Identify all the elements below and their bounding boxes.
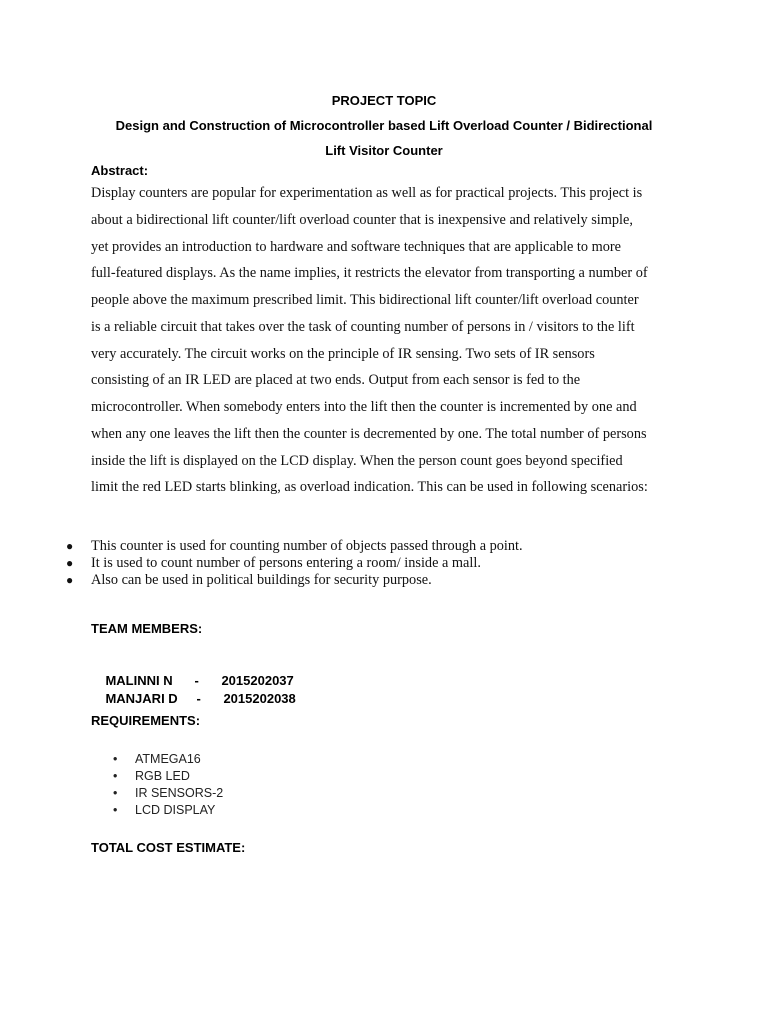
abstract-line: limit the red LED starts blinking, as overload indication. This can be used in following scenarios: xyxy=(91,479,648,496)
team-members-heading: TEAM MEMBERS: xyxy=(91,621,203,636)
bullet-icon: ● xyxy=(66,539,74,553)
member-id: 2015202037 xyxy=(221,673,294,688)
requirements-list xyxy=(113,751,223,819)
scenario-text: It is used to count number of persons entering a room/ inside a mall. xyxy=(91,555,481,571)
abstract-line: very accurately. The circuit works on the principle of IR sensing. Two sets of IR sensors xyxy=(91,345,595,362)
abstract-line: microcontroller. When somebody enters into the lift then the counter is incremented by one and xyxy=(91,399,637,415)
bullet-icon: ● xyxy=(66,556,74,570)
bullet-icon: ● xyxy=(66,573,74,587)
list-item xyxy=(113,785,223,802)
bullet-icon: • xyxy=(113,786,118,800)
project-topic-label: PROJECT TOPIC xyxy=(331,93,437,108)
abstract-line: yet provides an introduction to hardware and software techniques that are applicable to more xyxy=(91,238,621,255)
list-item xyxy=(66,555,523,572)
requirement-text: RGB LED xyxy=(135,769,190,783)
abstract-line: when any one leaves the lift then the counter is decremented by one. The total number of persons xyxy=(91,425,647,442)
list-item xyxy=(113,751,223,768)
abstract-line: is a reliable circuit that takes over the task of counting number of persons in / visitors to the lift xyxy=(91,318,635,335)
member-separator: - xyxy=(194,673,199,688)
bullet-icon: • xyxy=(113,803,118,817)
member-name: MANJARI D xyxy=(105,691,178,706)
scenarios-list xyxy=(66,538,523,589)
bullet-icon: • xyxy=(113,769,118,783)
member-name: MALINNI N xyxy=(105,673,173,688)
list-item xyxy=(66,572,523,589)
abstract-line: consisting of an IR LED are placed at two ends. Output from each sensor is fed to the xyxy=(91,372,581,389)
abstract-line: full-featured displays. As the name implies, it restricts the elevator from transporting a number of xyxy=(91,265,648,282)
list-item xyxy=(113,768,223,785)
abstract-line: Display counters are popular for experimentation as well as for practical projects. This project is xyxy=(91,185,643,201)
abstract-line: people above the maximum prescribed limit. This bidirectional lift counter/lift overload counter xyxy=(91,292,639,308)
requirement-text: ATMEGA16 xyxy=(135,752,201,766)
member-separator: - xyxy=(196,691,201,706)
total-cost-heading: TOTAL COST ESTIMATE: xyxy=(91,840,246,855)
requirements-heading: REQUIREMENTS: xyxy=(91,713,201,728)
project-title-line-1: Design and Construction of Microcontroller based Lift Overload Counter / Bidirectional xyxy=(115,118,653,133)
abstract-body xyxy=(91,180,686,501)
list-item xyxy=(113,802,223,819)
scenario-text: Also can be used in political buildings for security purpose. xyxy=(91,572,432,588)
member-id: 2015202038 xyxy=(223,691,296,706)
abstract-line: about a bidirectional lift counter/lift overload counter that is inexpensive and relatively simple, xyxy=(91,211,633,228)
bullet-icon: • xyxy=(113,752,118,766)
list-item xyxy=(66,538,523,555)
abstract-line: inside the lift is displayed on the LCD display. When the person count goes beyond specified xyxy=(91,452,623,469)
abstract-heading: Abstract: xyxy=(91,163,149,178)
scenario-text: This counter is used for counting number of objects passed through a point. xyxy=(91,538,523,554)
requirement-text: LCD DISPLAY xyxy=(135,803,216,817)
project-title-line-2: Lift Visitor Counter xyxy=(325,143,443,158)
requirement-text: IR SENSORS-2 xyxy=(135,786,224,800)
